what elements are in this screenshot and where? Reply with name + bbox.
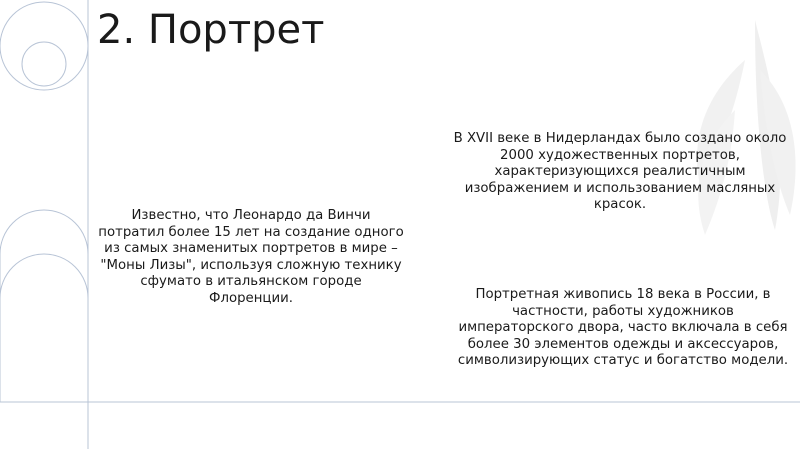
paragraph-leonardo: Известно, что Леонардо да Винчи потратил более 15 лет на создание одного из самых знаменитых портретов в мире – "Моны Лизы", используя сложную технику сфумато в итальянском городе Флоренции.: [98, 208, 404, 306]
paragraph-netherlands: В XVII веке в Нидерландах было создано около 2000 художественных портретов, характеризующихся реалистичным изображением и использованием масляных красок.: [453, 131, 787, 213]
paragraph-russia: Портретная живопись 18 века в России, в частности, работы художников императорского двора, часто включала в себя более 30 элементов одежды и аксессуаров, символизирующих статус и богатство модели.: [457, 287, 789, 369]
slide-title: 2. Портрет: [97, 7, 325, 53]
